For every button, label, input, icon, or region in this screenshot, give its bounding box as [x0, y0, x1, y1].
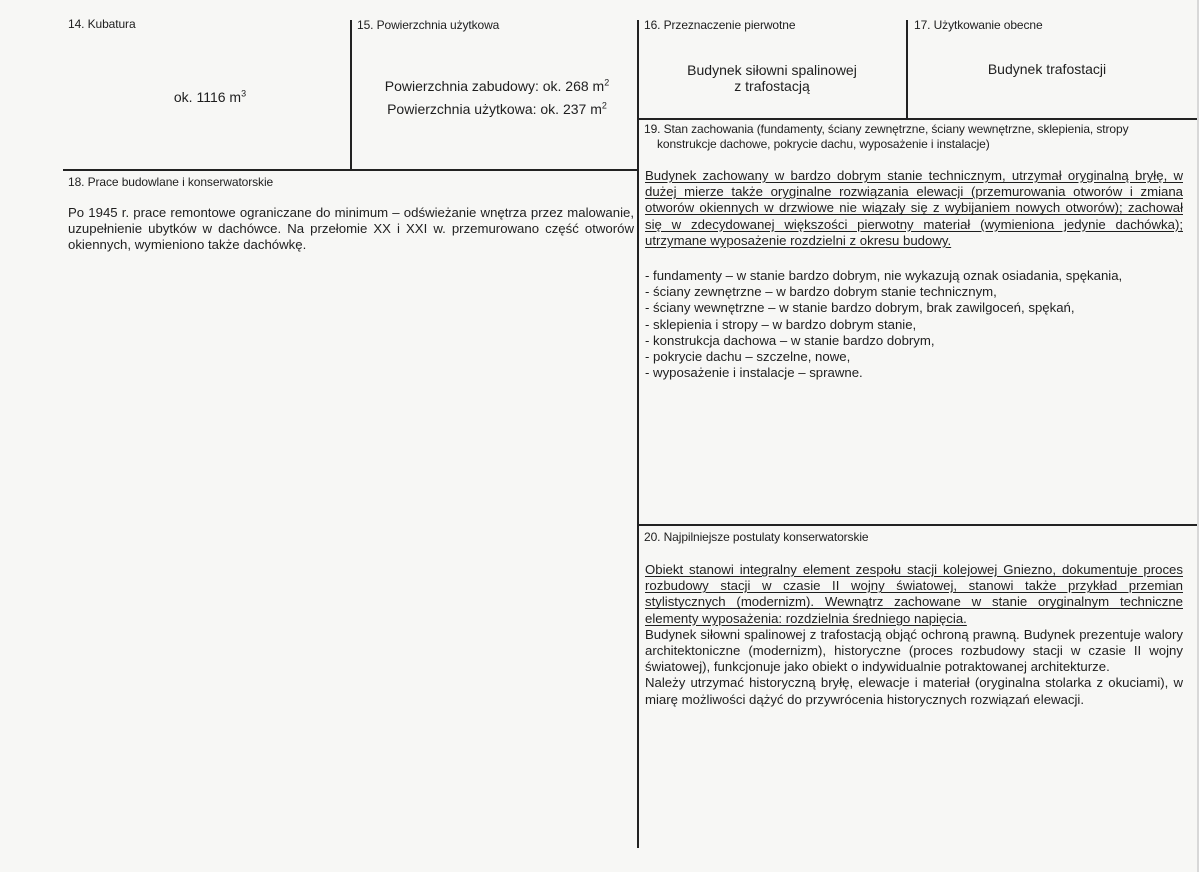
box17-title: 17. Użytkowanie obecne: [914, 18, 1043, 32]
list-item: - pokrycie dachu – szczelne, nowe,: [645, 349, 851, 365]
box15-line2-label: Powierzchnia użytkowa:: [387, 101, 537, 117]
box14-value-text: ok. 1116 m: [173, 89, 242, 105]
box15-line1: [362, 77, 632, 95]
list-item: - konstrukcja dachowa – w stanie bardzo dobrym,: [645, 332, 935, 348]
list-item: - ściany wewnętrzne – w stanie bardzo dobrym, brak zawilgoceń, spękań,: [645, 300, 1075, 316]
box17-value: Budynek trafostacji: [987, 61, 1107, 77]
divider-h-top-right: [637, 118, 1199, 120]
box20-title: 20. Najpilniejsze postulaty konserwatorskie: [644, 530, 869, 544]
box18-title: 18. Prace budowlane i konserwatorskie: [68, 175, 274, 189]
box19-summary: Budynek zachowany w bardzo dobrym stanie technicznym, utrzymał oryginalną bryłę, w dużej mierze także oryginalne rozwiązania elewacji (przemurowania otworów i zmiana otworów okiennych w drzwiowe nie wiązały się z wybijaniem nowych otworów); zachował się w zdecydowanej większości pierwotny materiał (wymieniona jedynie dachówka); utrzymane wyposażenie rozdzielni z okresu budowy.: [645, 168, 1183, 248]
box19-title-line2: konstrukcje dachowe, pokrycie dachu, wyposażenie i instalacje): [657, 137, 990, 151]
box16-value-line1: Budynek siłowni spalinowej: [687, 62, 857, 78]
box19-condition-list: [645, 268, 1185, 381]
box15-line2-value: ok. 237 m: [536, 101, 602, 117]
divider-h-box20: [637, 524, 1199, 526]
box14-value: [120, 88, 300, 106]
divider-v-main: [637, 20, 639, 848]
box19-title-line1: 19. Stan zachowania (fundamenty, ściany zewnętrzne, ściany wewnętrzne, sklepienia, stropy: [644, 122, 1129, 136]
box14-title: 14. Kubatura: [68, 17, 136, 31]
divider-h-left: [63, 169, 639, 171]
box16-title: 16. Przeznaczenie pierwotne: [644, 18, 796, 32]
list-item: - wyposażenie i instalacje – sprawne.: [645, 365, 863, 381]
box15-title: 15. Powierzchnia użytkowa: [357, 18, 500, 32]
box20-text: [645, 562, 1183, 708]
list-item: - sklepienia i stropy – w bardzo dobrym stanie,: [645, 316, 917, 332]
box14-value-sup: 3: [241, 88, 247, 99]
box15-line1-sup: 2: [604, 77, 610, 88]
box20-para1: Budynek siłowni spalinowej z trafostacją objąć ochroną prawną. Budynek prezentuje walory architektoniczne (modernizm), historyczne (proces rozbudowy stacji w czasie II wojny światowej), funkcjonuje jako obiekt o indywidualnie potraktowanej architekturze.: [645, 626, 1183, 675]
box15-line1-label: Powierzchnia zabudowy:: [384, 78, 539, 94]
box18-text: Po 1945 r. prace remontowe ograniczane do minimum – odświeżanie wnętrza przez malowanie, uzupełnienie ubytków w dachówce. Na przełomie XX i XXI w. przemurowano część otworów okiennych, wymieniono także dachówkę.: [68, 205, 634, 253]
box20-para2: Należy utrzymać historyczną bryłę, elewacje i materiał (oryginalna stolarka z okuciami), w miarę możliwości dążyć do przywrócenia historycznych rozwiązań elewacji.: [645, 675, 1183, 707]
box20-summary: Obiekt stanowi integralny element zespołu stacji kolejowej Gniezno, dokumentuje proces rozbudowy stacji w czasie II wojny światowej, stanowi także przykład przemian stylistycznych (modernizm). Wewnątrz zachowane w stanie oryginalnym techniczne elementy wyposażenia: rozdzielnia średniego napięcia.: [645, 562, 1183, 626]
box16-value-line2: z trafostacją: [734, 78, 810, 94]
divider-v-16-17: [906, 20, 908, 119]
box15-line2-sup: 2: [601, 100, 607, 111]
box15-line1-value: ok. 268 m: [538, 78, 605, 94]
list-item: - ściany zewnętrzne – w bardzo dobrym stanie technicznym,: [645, 284, 997, 300]
box15-line2: [362, 100, 632, 118]
list-item: - fundamenty – w stanie bardzo dobrym, nie wykazują oznak osiadania, spękania,: [645, 268, 1123, 283]
divider-v-14-15: [350, 20, 352, 170]
